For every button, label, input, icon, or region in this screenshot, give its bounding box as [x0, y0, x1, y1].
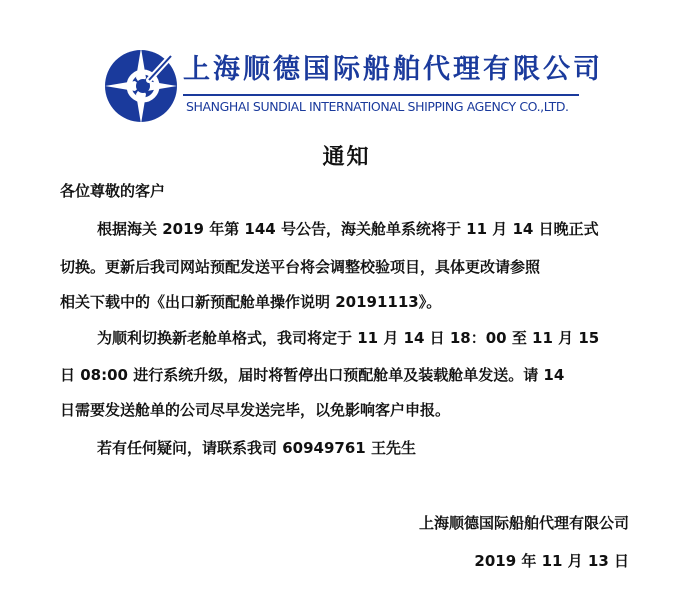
paragraph-line: 根据海关 2019 年第 144 号公告，海关舱单系统将于 11 月 14 日晚正式 [97, 220, 599, 238]
contact-line: 若有任何疑问，请联系我司 60949761 王先生 [97, 439, 416, 457]
compass-sundial-icon [103, 44, 183, 124]
paragraph-line: 相关下载中的《出口新预配舱单操作说明 20191113》。 [60, 293, 442, 311]
logo-divider [183, 94, 579, 96]
notice-title: 通知 [322, 145, 371, 170]
paragraph-line: 日需要发送舱单的公司尽早发送完毕，以免影响客户申报。 [60, 401, 451, 419]
company-logo [103, 44, 603, 124]
notice-date: 2019 年 11 月 13 日 [474, 552, 629, 570]
salutation: 各位尊敬的客户 [60, 182, 166, 200]
company-name-en: SHANGHAI SUNDIAL INTERNATIONAL SHIPPING AGENCY CO.,LTD. [186, 99, 569, 114]
paragraph-line: 切换。更新后我司网站预配发送平台将会调整校验项目，具体更改请参照 [60, 258, 541, 276]
paragraph-line: 日 08:00 进行系统升级，届时将暂停出口预配舱单及装载舱单发送。请 14 [60, 366, 565, 384]
paragraph-line: 为顺利切换新老舱单格式，我司将定于 11 月 14 日 18：00 至 11 月 15 [97, 329, 600, 347]
company-name-cn: 上海顺德国际船舶代理有限公司 [183, 54, 603, 85]
signature: 上海顺德国际船舶代理有限公司 [418, 514, 629, 532]
